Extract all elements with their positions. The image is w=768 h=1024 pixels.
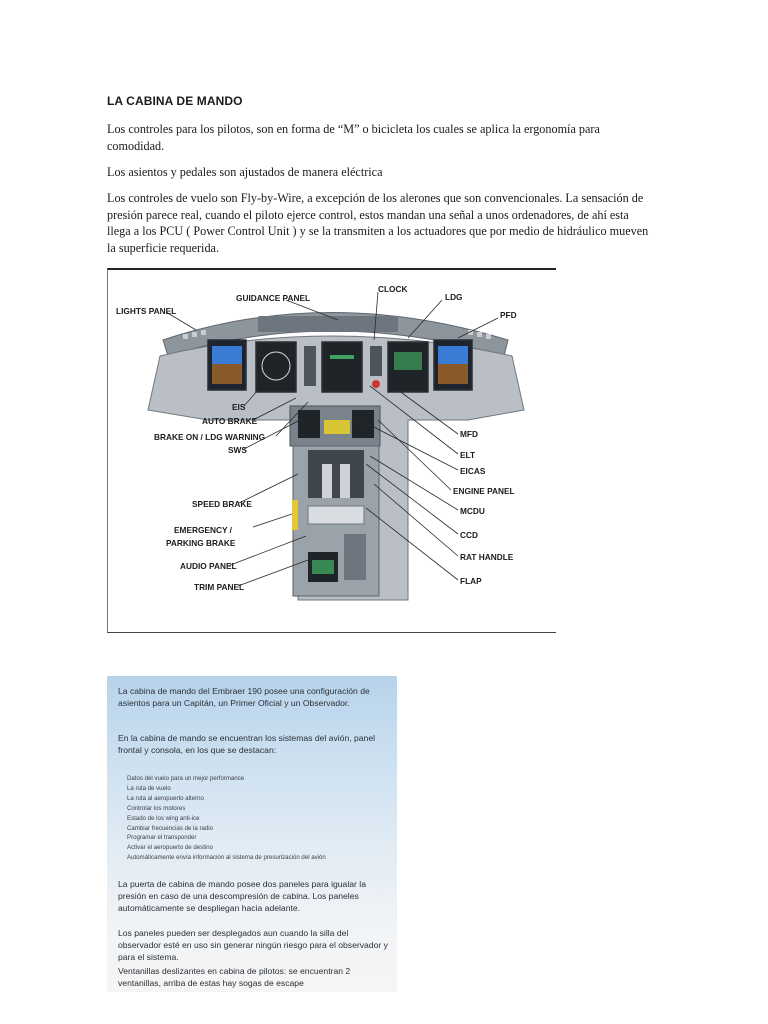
list-item: Controlar los motores	[127, 804, 186, 812]
label-guidance-panel: GUIDANCE PANEL	[236, 293, 311, 303]
list-item: Cambiar frecuencias de la radio	[127, 824, 214, 832]
label-sws: SWS	[228, 445, 247, 455]
label-rat-handle: RAT HANDLE	[460, 552, 514, 562]
label-ccd: CCD	[460, 530, 478, 540]
label-mcdu: MCDU	[460, 506, 485, 516]
list-item: Datos del vuelo para un mejor performance	[127, 775, 245, 782]
eicas-display	[322, 342, 362, 392]
info-card-image	[107, 676, 397, 992]
label-lights-panel: LIGHTS PANEL	[116, 306, 177, 316]
paragraph-seats: Los asientos y pedales son ajustados de manera eléctrica	[107, 165, 383, 179]
paragraph-controls: Los controles para los pilotos, son en forma de “M” o bicicleta los cuales se aplica la ergonomía para comodidad.	[107, 122, 600, 153]
label-trim-panel: TRIM PANEL	[194, 582, 245, 592]
list-item: Programar el transponder	[127, 834, 197, 842]
list-item: Activar el aeropuerto de destino	[127, 844, 214, 852]
label-ldg: LDG	[445, 292, 463, 302]
label-engine-panel: ENGINE PANEL	[453, 486, 515, 496]
label-emergency: EMERGENCY /	[174, 525, 232, 535]
label-audio-panel: AUDIO PANEL	[180, 561, 237, 571]
info-intro: La cabina de mando del Embraer 190 posee una configuración de asientos para un Capitán, un Primer Oficial y un Observador.	[118, 686, 370, 708]
label-auto-brake: AUTO BRAKE	[202, 416, 258, 426]
section-heading: LA CABINA DE MANDO	[107, 94, 243, 108]
info-systems-intro: En la cabina de mando se encuentran los sistemas del avión, panel frontal y consola, en los que se destacan:	[118, 733, 376, 755]
paragraph-fly-by-wire: Los controles de vuelo son Fly-by-Wire, a excepción de los alerones que son convencionales. La sensación de presión parece real, cuando el piloto ejerce control, estos mandan una señal a unos ordenadores, de ahí esta llega a los PCU ( Power Control Unit ) y se la transmiten a los actuadores que por medio de hidráulico mueven la superficie requerida.	[107, 191, 649, 255]
list-item: La ruta de vuelo	[127, 784, 171, 792]
label-eicas: EICAS	[460, 466, 486, 476]
label-brake-on: BRAKE ON / LDG WARNING	[154, 432, 266, 442]
label-elt: ELT	[460, 450, 476, 460]
label-parking-brake: PARKING BRAKE	[166, 538, 236, 548]
label-pfd: PFD	[500, 310, 517, 320]
list-item: Automáticamente envía información al sistema de presurización del avión	[127, 854, 326, 862]
label-eis: EIS	[232, 402, 246, 412]
cockpit-diagram	[107, 268, 556, 633]
label-speed-brake: SPEED BRAKE	[192, 499, 252, 509]
label-flap: FLAP	[460, 576, 482, 586]
info-panels-text: Los paneles pueden ser desplegados aun cuando la silla del observador esté en uso sin generar ningún riesgo para el observador y para el sistema.	[118, 928, 388, 962]
label-clock: CLOCK	[378, 284, 408, 294]
info-systems-list	[127, 774, 392, 863]
list-item: Estado de los wing anti-ice	[127, 814, 200, 822]
label-mfd: MFD	[460, 429, 478, 439]
guidance-panel-unit	[258, 316, 398, 332]
info-door-text: La puerta de cabina de mando posee dos paneles para igualar la presión en caso de una descompresión de cabina. Los paneles automáticamente se despliegan hacia adelante.	[118, 879, 366, 913]
list-item: La ruta al aeropuerto alterno	[127, 794, 204, 802]
info-windows-text: Ventanillas deslizantes en cabina de pilotos: se encuentran 2 ventanillas, arriba de estas hay sogas de escape	[118, 966, 351, 988]
cockpit-illustration	[108, 270, 556, 630]
